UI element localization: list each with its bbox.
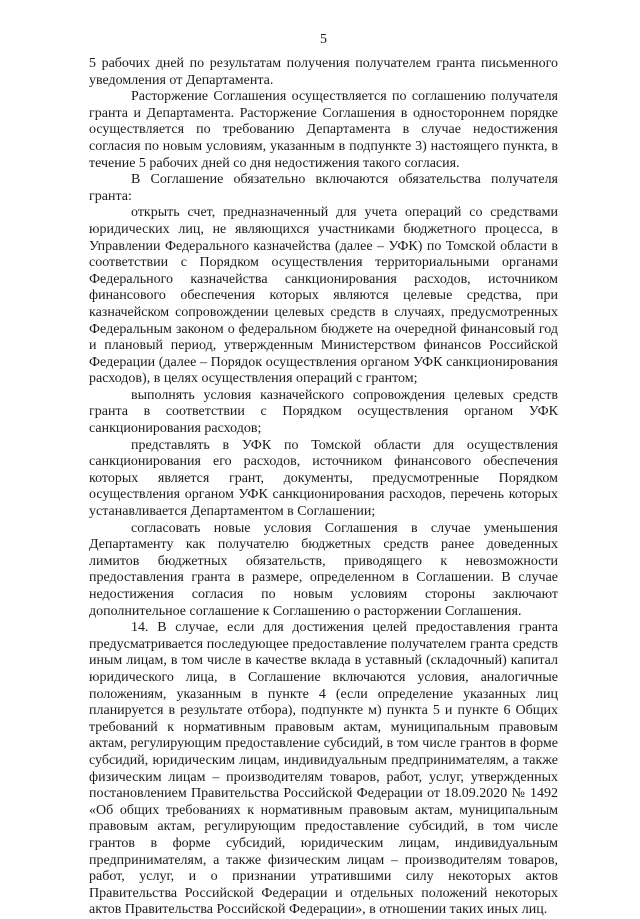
paragraph-treasury-support: выполнять условия казначейского сопровождения целевых средств гранта в соответствии с Порядком осуществления органом УФК санкционирования расходов; — [89, 387, 558, 437]
paragraph-termination: Расторжение Соглашения осуществляется по соглашению получателя гранта и Департамента. Расторжение Соглашения в одностороннем порядке осуществляется по требованию Департамента в случае недостижения согласия по новым условиям, указанным в подпункте 3) настоящего пункта, в течение 5 рабочих дней со дня недостижения такого согласия. — [89, 89, 558, 171]
paragraph-obligations-intro: В Соглашение обязательно включаются обязательства получателя гранта: — [89, 172, 558, 204]
paragraph-submit-documents: представлять в УФК по Томской области для осуществления санкционирования его расходов, источником финансового обеспечения которых является грант, документы, предусмотренные Порядком осуществления органом УФК санкционирования расходов, перечень которых устанавливается Департаментом в Соглашении; — [89, 437, 558, 520]
paragraph-open-account: открыть счет, предназначенный для учета операций со средствами юридических лиц, не являющихся участниками бюджетного процесса, в Управлении Федерального казначейства (далее – УФК) по Томской области в соответствии с Порядком осуществления территориальными органами Федерального казначейства санкционирования расходов, источником финансового обеспечения которых являются целевые средства, при казначейском сопровождении целевых средств в случаях, предусмотренных Федеральным законом о федеральном бюджете на очередной финансовый год и плановый период, утвержденным Министерством финансов Российской Федерации (далее – Порядок осуществления органом УФК санкционирования расходов), в целях осуществления операций с грантом; — [89, 205, 558, 387]
paragraph-agree-new-terms: согласовать новые условия Соглашения в случае уменьшения Департаменту как получателю бюджетных средств ранее доведенных лимитов бюджетных обязательств, приводящего к невозможности предоставления гранта в размере, определенном в Соглашении. В случае недостижения согласия по новым условиям стороны заключают дополнительное соглашение к Соглашению о расторжении Соглашения. — [89, 520, 558, 619]
paragraph-continuation: 5 рабочих дней по результатам получения получателем гранта письменного уведомления от Департамента. — [89, 56, 558, 88]
paragraph-item-14: 14. В случае, если для достижения целей предоставления гранта предусматривается последующее предоставление получателем гранта средств иным лицам, в том числе в качестве вклада в уставный (складочный) капитал юридического лица, в Соглашение включаются условия, аналогичные положениям, указанным в пункте 4 (если определение указанных лиц планируется в результате отбора), подпункте м) пункта 5 и пункте 6 Общих требований к нормативным правовым актам, муниципальным правовым актам, регулирующим предоставление субсидий, в том числе грантов в форме субсидий, юридическим лицам, индивидуальным предпринимателям, а также физическим лицам – производителям товаров, работ, услуг, утвержденных постановлением Правительства Российской Федерации от 18.09.2020 № 1492 «Об общих требованиях к нормативным правовым актам, муниципальным правовым актам, регулирующим предоставление субсидий, в том числе грантов в форме субсидий, юридическим лицам, индивидуальным предпринимателям, а также физическим лицам – производителям товаров, работ, услуг, и о признании утратившими силу некоторых актов Правительства Российской Федерации и отдельных положений некоторых актов Правительства Российской Федерации», в отношении таких иных лиц. — [89, 620, 558, 918]
page-number: 5 — [320, 32, 327, 47]
